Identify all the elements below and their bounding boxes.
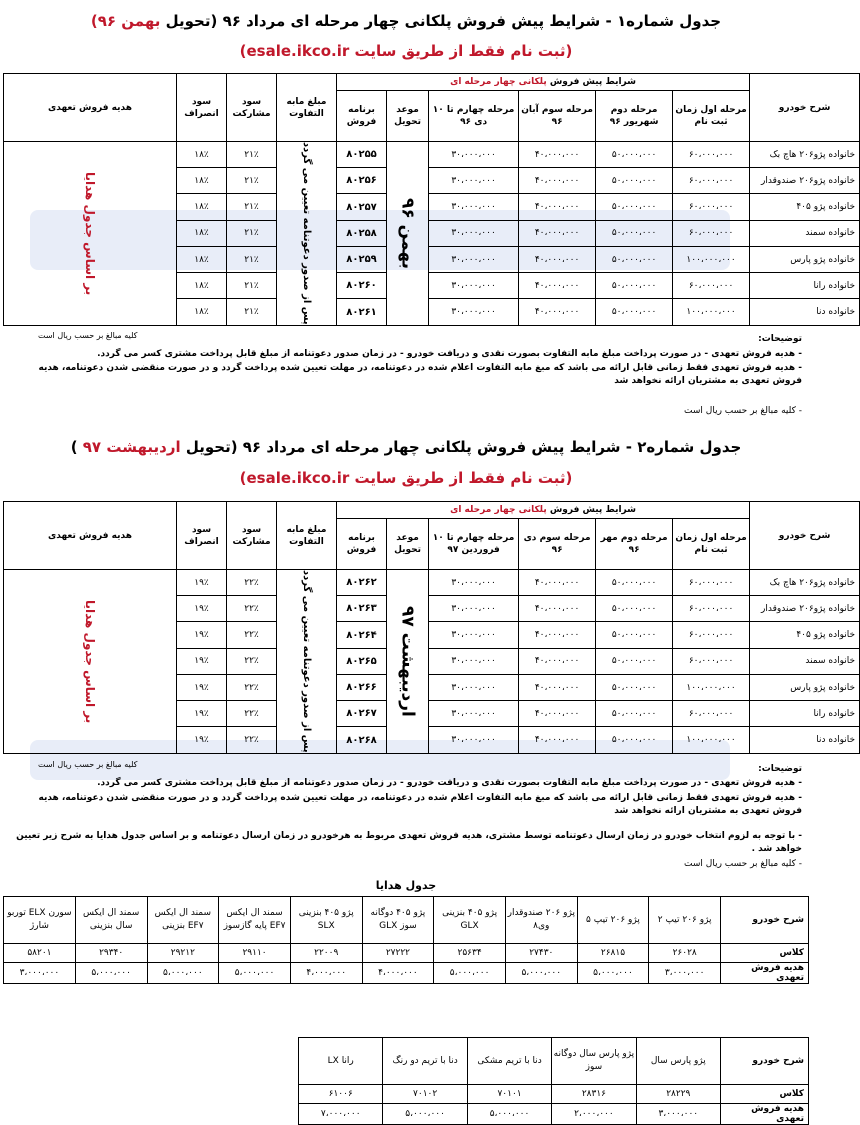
gift-amount: ۳،۰۰۰،۰۰۰ — [649, 963, 721, 984]
sales-program: ۸۰۲۵۶ — [337, 168, 387, 194]
gift-class: ۵۸۲۰۱ — [4, 944, 76, 963]
gift-car: پژو ۲۰۶ تیپ ۲ — [649, 897, 721, 944]
table1-note-1: - هدیه فروش تعهدی - در صورت پرداخت مبلغ مابه التفاوت بصورت نقدی و دریافت خودرو - در زمان صدور دعوتنامه از مبلغ قابل پرداخت مشتری کسر می گردد. — [97, 349, 802, 359]
gift-car: سمند ال ایکس EF۷ بنزینی — [147, 897, 219, 944]
table1-notes-title: توضیحات: — [758, 334, 802, 344]
table1-amounts-note: کلیه مبالغ بر حسب ریال است — [38, 331, 138, 340]
partnership-profit: ۲۱٪ — [227, 142, 277, 168]
col-header-stage4: مرحله چهارم تا ۱۰ دی ۹۶ — [429, 91, 519, 142]
stage1-amount: ۶۰،۰۰۰،۰۰۰ — [673, 194, 750, 220]
gift-car: سورن ELX توربو شارژ — [4, 897, 76, 944]
diff-amount-cell — [277, 570, 337, 754]
gift-car: پژو ۴۰۵ بنزینی GLX — [434, 897, 506, 944]
col-header-cancel: سود انصراف — [177, 74, 227, 142]
gift-amount: ۵،۰۰۰،۰۰۰ — [577, 963, 649, 984]
stage3-amount: ۴۰،۰۰۰،۰۰۰ — [519, 727, 596, 753]
stage3-amount: ۴۰،۰۰۰،۰۰۰ — [519, 168, 596, 194]
stage2-amount: ۵۰،۰۰۰،۰۰۰ — [596, 142, 673, 168]
gift-amount: ۳،۰۰۰،۰۰۰ — [636, 1104, 720, 1125]
stage2-amount: ۵۰،۰۰۰،۰۰۰ — [596, 648, 673, 674]
table2-title — [0, 438, 812, 456]
partnership-profit: ۲۱٪ — [227, 194, 277, 220]
stage3-amount: ۴۰،۰۰۰،۰۰۰ — [519, 194, 596, 220]
stage2-amount: ۵۰،۰۰۰،۰۰۰ — [596, 622, 673, 648]
stage3-amount: ۴۰،۰۰۰،۰۰۰ — [519, 622, 596, 648]
sales-program: ۸۰۲۶۲ — [337, 570, 387, 596]
stage4-amount: ۳۰،۰۰۰،۰۰۰ — [429, 168, 519, 194]
car-name: خانواده پژو ۴۰۵ — [750, 194, 860, 220]
car-name: خانواده پژو۲۰۶ هاچ بک — [750, 570, 860, 596]
gift-amount: ۲،۰۰۰،۰۰۰ — [552, 1104, 636, 1125]
stage3-amount: ۴۰،۰۰۰،۰۰۰ — [519, 701, 596, 727]
stage1-amount: ۶۰،۰۰۰،۰۰۰ — [673, 596, 750, 622]
gifts-table-b — [298, 1037, 809, 1125]
sales-program: ۸۰۲۶۶ — [337, 674, 387, 700]
stage2-amount: ۵۰،۰۰۰،۰۰۰ — [596, 246, 673, 272]
gift-amount: ۵،۰۰۰،۰۰۰ — [147, 963, 219, 984]
gift-car: دنا با تریم دو رنگ — [383, 1038, 467, 1085]
car-name: خانواده سمند — [750, 220, 860, 246]
gift-class: ۲۲۰۰۹ — [290, 944, 362, 963]
gift-row-header: کلاس — [721, 944, 809, 963]
col-header-group — [337, 502, 750, 519]
sales-program: ۸۰۲۶۵ — [337, 648, 387, 674]
gift-value: بر اساس جدول هدایا — [83, 171, 97, 295]
gift-class: ۷۰۱۰۲ — [383, 1085, 467, 1104]
col-header-partner: سود مشارکت — [227, 502, 277, 570]
col-header-stage1: مرحله اول زمان ثبت نام — [673, 91, 750, 142]
table2-note-3: - با توجه به لزوم انتخاب خودرو در زمان ارسال دعوتنامه توسط مشتری، هدیه فروش تعهدی مربوط به هرخودرو در زمان ارسال دعوتنامه و بر اساس جدول هدایا به شرح زیر تعیین خواهد شد . — [16, 831, 802, 854]
stage1-amount: ۶۰،۰۰۰،۰۰۰ — [673, 622, 750, 648]
gift-row-header: هدیه فروش تعهدی — [721, 963, 809, 984]
col-header-program: برنامه فروش — [337, 91, 387, 142]
partnership-profit: ۲۱٪ — [227, 273, 277, 299]
col-header-partner: سود مشارکت — [227, 74, 277, 142]
partnership-profit: ۲۲٪ — [227, 622, 277, 648]
stage3-amount: ۴۰،۰۰۰،۰۰۰ — [519, 570, 596, 596]
col-header-stage3: مرحله سوم دی ۹۶ — [519, 519, 596, 570]
partnership-profit: ۲۲٪ — [227, 648, 277, 674]
stage4-amount: ۳۰،۰۰۰،۰۰۰ — [429, 622, 519, 648]
table2-title-text: جدول شماره۲ - شرایط پیش فروش پلکانی چهار مرحله ای مرداد ۹۶ (تحویل — [185, 438, 742, 456]
col-header-stage1: مرحله اول زمان ثبت نام — [673, 519, 750, 570]
table1-note-3: - کلیه مبالغ بر حسب ریال است — [684, 406, 802, 416]
presale-table-2 — [3, 501, 860, 754]
group-header-prefix: شرایط پیش فروش — [549, 77, 636, 87]
gift-amount: ۵،۰۰۰،۰۰۰ — [383, 1104, 467, 1125]
col-header-car: شرح خودرو — [750, 502, 860, 570]
stage1-amount: ۱۰۰،۰۰۰،۰۰۰ — [673, 299, 750, 325]
cancellation-profit: ۱۸٪ — [177, 168, 227, 194]
sales-program: ۸۰۲۶۴ — [337, 622, 387, 648]
gift-car: پژو پارس سال — [636, 1038, 720, 1085]
group-header-prefix: شرایط پیش فروش — [549, 505, 636, 515]
stage4-amount: ۳۰،۰۰۰،۰۰۰ — [429, 701, 519, 727]
sales-program: ۸۰۲۶۰ — [337, 273, 387, 299]
delivery-date-cell — [387, 142, 429, 326]
gift-row-header: شرح خودرو — [721, 897, 809, 944]
partnership-profit: ۲۱٪ — [227, 220, 277, 246]
col-header-program: برنامه فروش — [337, 519, 387, 570]
stage1-amount: ۶۰،۰۰۰،۰۰۰ — [673, 648, 750, 674]
stage4-amount: ۳۰،۰۰۰،۰۰۰ — [429, 273, 519, 299]
gift-row-row_gift — [4, 963, 809, 984]
stage2-amount: ۵۰،۰۰۰،۰۰۰ — [596, 727, 673, 753]
gift-car: دنا با تریم مشکی — [467, 1038, 551, 1085]
gift-car: سمند ال ایکس سال بنزینی — [75, 897, 147, 944]
sales-program: ۸۰۲۵۹ — [337, 246, 387, 272]
stage4-amount: ۳۰،۰۰۰،۰۰۰ — [429, 246, 519, 272]
gift-class: ۶۱۰۰۶ — [299, 1085, 383, 1104]
gifts-table-a — [3, 896, 809, 984]
partnership-profit: ۲۱٪ — [227, 246, 277, 272]
gift-cell — [4, 142, 177, 326]
stage1-amount: ۱۰۰،۰۰۰،۰۰۰ — [673, 727, 750, 753]
gift-class: ۲۷۲۲۲ — [362, 944, 434, 963]
col-header-diff: مبلغ مابه التفاوت — [277, 74, 337, 142]
delivery-date: بهمن ۹۶ — [397, 197, 418, 269]
stage4-amount: ۳۰،۰۰۰،۰۰۰ — [429, 674, 519, 700]
cancellation-profit: ۱۸٪ — [177, 194, 227, 220]
table2-title-red: اردیبهشت ۹۷ — [82, 438, 181, 456]
stage3-amount: ۴۰،۰۰۰،۰۰۰ — [519, 220, 596, 246]
stage4-amount: ۳۰،۰۰۰،۰۰۰ — [429, 570, 519, 596]
table-row — [4, 142, 860, 168]
gift-row-row_class — [4, 944, 809, 963]
car-name: خانواده پژو پارس — [750, 674, 860, 700]
stage1-amount: ۱۰۰،۰۰۰،۰۰۰ — [673, 674, 750, 700]
partnership-profit: ۲۲٪ — [227, 570, 277, 596]
stage2-amount: ۵۰،۰۰۰،۰۰۰ — [596, 570, 673, 596]
gift-car: پژو ۴۰۵ دوگانه سوز GLX — [362, 897, 434, 944]
gift-amount: ۵،۰۰۰،۰۰۰ — [75, 963, 147, 984]
partnership-profit: ۲۲٪ — [227, 727, 277, 753]
gift-car: پژو ۲۰۶ صندوقدار وی۸ — [505, 897, 577, 944]
table2-amounts-note: کلیه مبالغ بر حسب ریال است — [38, 760, 138, 769]
table2-note-1: - هدیه فروش تعهدی - در صورت پرداخت مبلغ مابه التفاوت بصورت نقدی و دریافت خودرو - در زمان صدور دعوتنامه از مبلغ قابل پرداخت مشتری کسر می گردد. — [97, 778, 802, 788]
gift-class: ۷۰۱۰۱ — [467, 1085, 551, 1104]
gift-row-row_car — [299, 1038, 809, 1085]
gift-class: ۲۶۸۱۵ — [577, 944, 649, 963]
stage2-amount: ۵۰،۰۰۰،۰۰۰ — [596, 701, 673, 727]
gift-amount: ۵،۰۰۰،۰۰۰ — [219, 963, 291, 984]
table1-title-text: جدول شماره۱ - شرایط پیش فروش پلکانی چهار مرحله ای مرداد ۹۶ (تحویل — [165, 12, 722, 30]
table2-note-2: - هدیه فروش تعهدی فقط زمانی قابل ارائه می باشد که مبغ مابه التفاوت اعلام شده در دعوتنامه، در مهلت تعیین شده پرداخت گردد و در صورت منقضی شدن دعوتنامه، هدیه فروش تعهدی به مشتریان ارائه نخواهد شد — [38, 793, 802, 816]
col-header-stage2: مرحله دوم مهر ۹۶ — [596, 519, 673, 570]
stage1-amount: ۶۰،۰۰۰،۰۰۰ — [673, 142, 750, 168]
stage1-amount: ۶۰،۰۰۰،۰۰۰ — [673, 701, 750, 727]
diff-amount-cell — [277, 142, 337, 326]
cancellation-profit: ۱۸٪ — [177, 299, 227, 325]
table2-title-suffix: ) — [70, 438, 78, 456]
cancellation-profit: ۱۹٪ — [177, 648, 227, 674]
cancellation-profit: ۱۹٪ — [177, 701, 227, 727]
col-header-car: شرح خودرو — [750, 74, 860, 142]
gift-amount: ۵،۰۰۰،۰۰۰ — [434, 963, 506, 984]
stage2-amount: ۵۰،۰۰۰،۰۰۰ — [596, 273, 673, 299]
gift-amount: ۵،۰۰۰،۰۰۰ — [467, 1104, 551, 1125]
gift-row-header: کلاس — [721, 1085, 809, 1104]
stage3-amount: ۴۰،۰۰۰،۰۰۰ — [519, 596, 596, 622]
stage3-amount: ۴۰،۰۰۰،۰۰۰ — [519, 299, 596, 325]
partnership-profit: ۲۲٪ — [227, 596, 277, 622]
col-header-stage4: مرحله چهارم تا ۱۰ فروردین ۹۷ — [429, 519, 519, 570]
gift-car: پژو پارس سال دوگانه سوز — [552, 1038, 636, 1085]
car-name: خانواده رانا — [750, 701, 860, 727]
table2-note-4: - کلیه مبالغ بر حسب ریال است — [684, 859, 802, 869]
car-name: خانواده پژو۲۰۶ هاچ بک — [750, 142, 860, 168]
table2-subtitle: (ثبت نام فقط از طریق سایت esale.ikco.ir) — [239, 469, 573, 487]
sales-program: ۸۰۲۶۸ — [337, 727, 387, 753]
stage3-amount: ۴۰،۰۰۰،۰۰۰ — [519, 674, 596, 700]
gift-amount: ۴،۰۰۰،۰۰۰ — [362, 963, 434, 984]
sales-program: ۸۰۲۵۸ — [337, 220, 387, 246]
stage1-amount: ۶۰،۰۰۰،۰۰۰ — [673, 273, 750, 299]
cancellation-profit: ۱۹٪ — [177, 727, 227, 753]
stage3-amount: ۴۰،۰۰۰،۰۰۰ — [519, 273, 596, 299]
sales-program: ۸۰۲۶۱ — [337, 299, 387, 325]
gift-class: ۲۸۳۱۶ — [552, 1085, 636, 1104]
gift-amount: ۵،۰۰۰،۰۰۰ — [505, 963, 577, 984]
stage3-amount: ۴۰،۰۰۰،۰۰۰ — [519, 648, 596, 674]
sales-program: ۸۰۲۶۳ — [337, 596, 387, 622]
group-header-red: پلکانی چهار مرحله ای — [450, 77, 547, 87]
car-name: خانواده پژو۲۰۶ صندوقدار — [750, 168, 860, 194]
car-name: خانواده پژو۲۰۶ صندوقدار — [750, 596, 860, 622]
car-name: خانواده پژو پارس — [750, 246, 860, 272]
col-header-group — [337, 74, 750, 91]
partnership-profit: ۲۱٪ — [227, 299, 277, 325]
cancellation-profit: ۱۹٪ — [177, 570, 227, 596]
sales-program: ۸۰۲۵۵ — [337, 142, 387, 168]
col-header-cancel: سود انصراف — [177, 502, 227, 570]
stage1-amount: ۶۰،۰۰۰،۰۰۰ — [673, 220, 750, 246]
col-header-stage2: مرحله دوم شهریور ۹۶ — [596, 91, 673, 142]
gift-class: ۲۹۱۱۰ — [219, 944, 291, 963]
table-row — [4, 570, 860, 596]
gift-value: بر اساس جدول هدایا — [83, 599, 97, 723]
stage3-amount: ۴۰،۰۰۰،۰۰۰ — [519, 142, 596, 168]
col-header-delivery: موعد تحویل — [387, 519, 429, 570]
stage1-amount: ۶۰،۰۰۰،۰۰۰ — [673, 570, 750, 596]
car-name: خانواده دنا — [750, 299, 860, 325]
gift-class: ۲۹۲۱۲ — [147, 944, 219, 963]
gifts-title: جدول هدایا — [375, 879, 437, 892]
cancellation-profit: ۱۸٪ — [177, 142, 227, 168]
stage4-amount: ۳۰،۰۰۰،۰۰۰ — [429, 648, 519, 674]
table2-notes-title: توضیحات: — [758, 764, 802, 774]
cancellation-profit: ۱۸٪ — [177, 273, 227, 299]
stage4-amount: ۳۰،۰۰۰،۰۰۰ — [429, 220, 519, 246]
gift-car: رانا LX — [299, 1038, 383, 1085]
stage4-amount: ۳۰،۰۰۰،۰۰۰ — [429, 194, 519, 220]
gift-class: ۲۶۰۲۸ — [649, 944, 721, 963]
gift-row-header: شرح خودرو — [721, 1038, 809, 1085]
stage2-amount: ۵۰،۰۰۰،۰۰۰ — [596, 299, 673, 325]
stage4-amount: ۳۰،۰۰۰،۰۰۰ — [429, 142, 519, 168]
gift-cell — [4, 570, 177, 754]
stage2-amount: ۵۰،۰۰۰،۰۰۰ — [596, 194, 673, 220]
gift-car: سمند ال ایکس EF۷ پایه گازسوز — [219, 897, 291, 944]
table1-title — [0, 12, 812, 30]
stage1-amount: ۱۰۰،۰۰۰،۰۰۰ — [673, 246, 750, 272]
col-header-diff: مبلغ مابه التفاوت — [277, 502, 337, 570]
stage3-amount: ۴۰،۰۰۰،۰۰۰ — [519, 246, 596, 272]
gift-row-row_class — [299, 1085, 809, 1104]
stage1-amount: ۶۰،۰۰۰،۰۰۰ — [673, 168, 750, 194]
stage2-amount: ۵۰،۰۰۰،۰۰۰ — [596, 220, 673, 246]
partnership-profit: ۲۲٪ — [227, 674, 277, 700]
gift-row-row_car — [4, 897, 809, 944]
gift-amount: ۷،۰۰۰،۰۰۰ — [299, 1104, 383, 1125]
car-name: خانواده سمند — [750, 648, 860, 674]
stage2-amount: ۵۰،۰۰۰،۰۰۰ — [596, 674, 673, 700]
col-header-gift: هدیه فروش تعهدی — [4, 74, 177, 142]
gift-row-header: هدیه فروش تعهدی — [721, 1104, 809, 1125]
gift-class: ۲۹۳۴۰ — [75, 944, 147, 963]
col-header-delivery: موعد تحویل — [387, 91, 429, 142]
stage2-amount: ۵۰،۰۰۰،۰۰۰ — [596, 168, 673, 194]
partnership-profit: ۲۲٪ — [227, 701, 277, 727]
cancellation-profit: ۱۹٪ — [177, 596, 227, 622]
gift-class: ۲۷۴۳۰ — [505, 944, 577, 963]
group-header-red: پلکانی چهار مرحله ای — [450, 505, 547, 515]
delivery-date-cell — [387, 570, 429, 754]
col-header-gift: هدیه فروش تعهدی — [4, 502, 177, 570]
partnership-profit: ۲۱٪ — [227, 168, 277, 194]
cancellation-profit: ۱۹٪ — [177, 622, 227, 648]
gift-class: ۲۸۲۲۹ — [636, 1085, 720, 1104]
car-name: خانواده پژو ۴۰۵ — [750, 622, 860, 648]
gift-car: پژو ۴۰۵ بنزینی SLX — [290, 897, 362, 944]
diff-amount: پس از صدور دعوتنامه تعیین می گردد — [301, 142, 312, 325]
stage4-amount: ۳۰،۰۰۰،۰۰۰ — [429, 596, 519, 622]
stage2-amount: ۵۰،۰۰۰،۰۰۰ — [596, 596, 673, 622]
table1-note-2: - هدیه فروش تعهدی فقط زمانی قابل ارائه می باشد که مبغ مابه التفاوت اعلام شده در دعوتنامه، در مهلت تعیین شده پرداخت گردد و در صورت منقضی شدن دعوتنامه، هدیه فروش تعهدی به مشتریان ارائه نخواهد شد — [38, 363, 802, 386]
table1-subtitle: (ثبت نام فقط از طریق سایت esale.ikco.ir) — [239, 42, 573, 60]
stage4-amount: ۳۰،۰۰۰،۰۰۰ — [429, 727, 519, 753]
table1-title-red: بهمن ۹۶) — [90, 12, 161, 30]
col-header-stage3: مرحله سوم آبان ۹۶ — [519, 91, 596, 142]
cancellation-profit: ۱۹٪ — [177, 674, 227, 700]
diff-amount: پس از صدور دعوتنامه تعیین می گردد — [301, 570, 312, 753]
gift-amount: ۴،۰۰۰،۰۰۰ — [290, 963, 362, 984]
gift-class: ۲۵۶۳۴ — [434, 944, 506, 963]
cancellation-profit: ۱۸٪ — [177, 246, 227, 272]
car-name: خانواده دنا — [750, 727, 860, 753]
presale-table-1 — [3, 73, 860, 326]
cancellation-profit: ۱۸٪ — [177, 220, 227, 246]
gift-amount: ۳،۰۰۰،۰۰۰ — [4, 963, 76, 984]
gift-car: پژو ۲۰۶ تیپ ۵ — [577, 897, 649, 944]
delivery-date: اردیبهشت ۹۷ — [397, 605, 418, 717]
sales-program: ۸۰۲۶۷ — [337, 701, 387, 727]
stage4-amount: ۳۰،۰۰۰،۰۰۰ — [429, 299, 519, 325]
car-name: خانواده رانا — [750, 273, 860, 299]
sales-program: ۸۰۲۵۷ — [337, 194, 387, 220]
gift-row-row_gift — [299, 1104, 809, 1125]
